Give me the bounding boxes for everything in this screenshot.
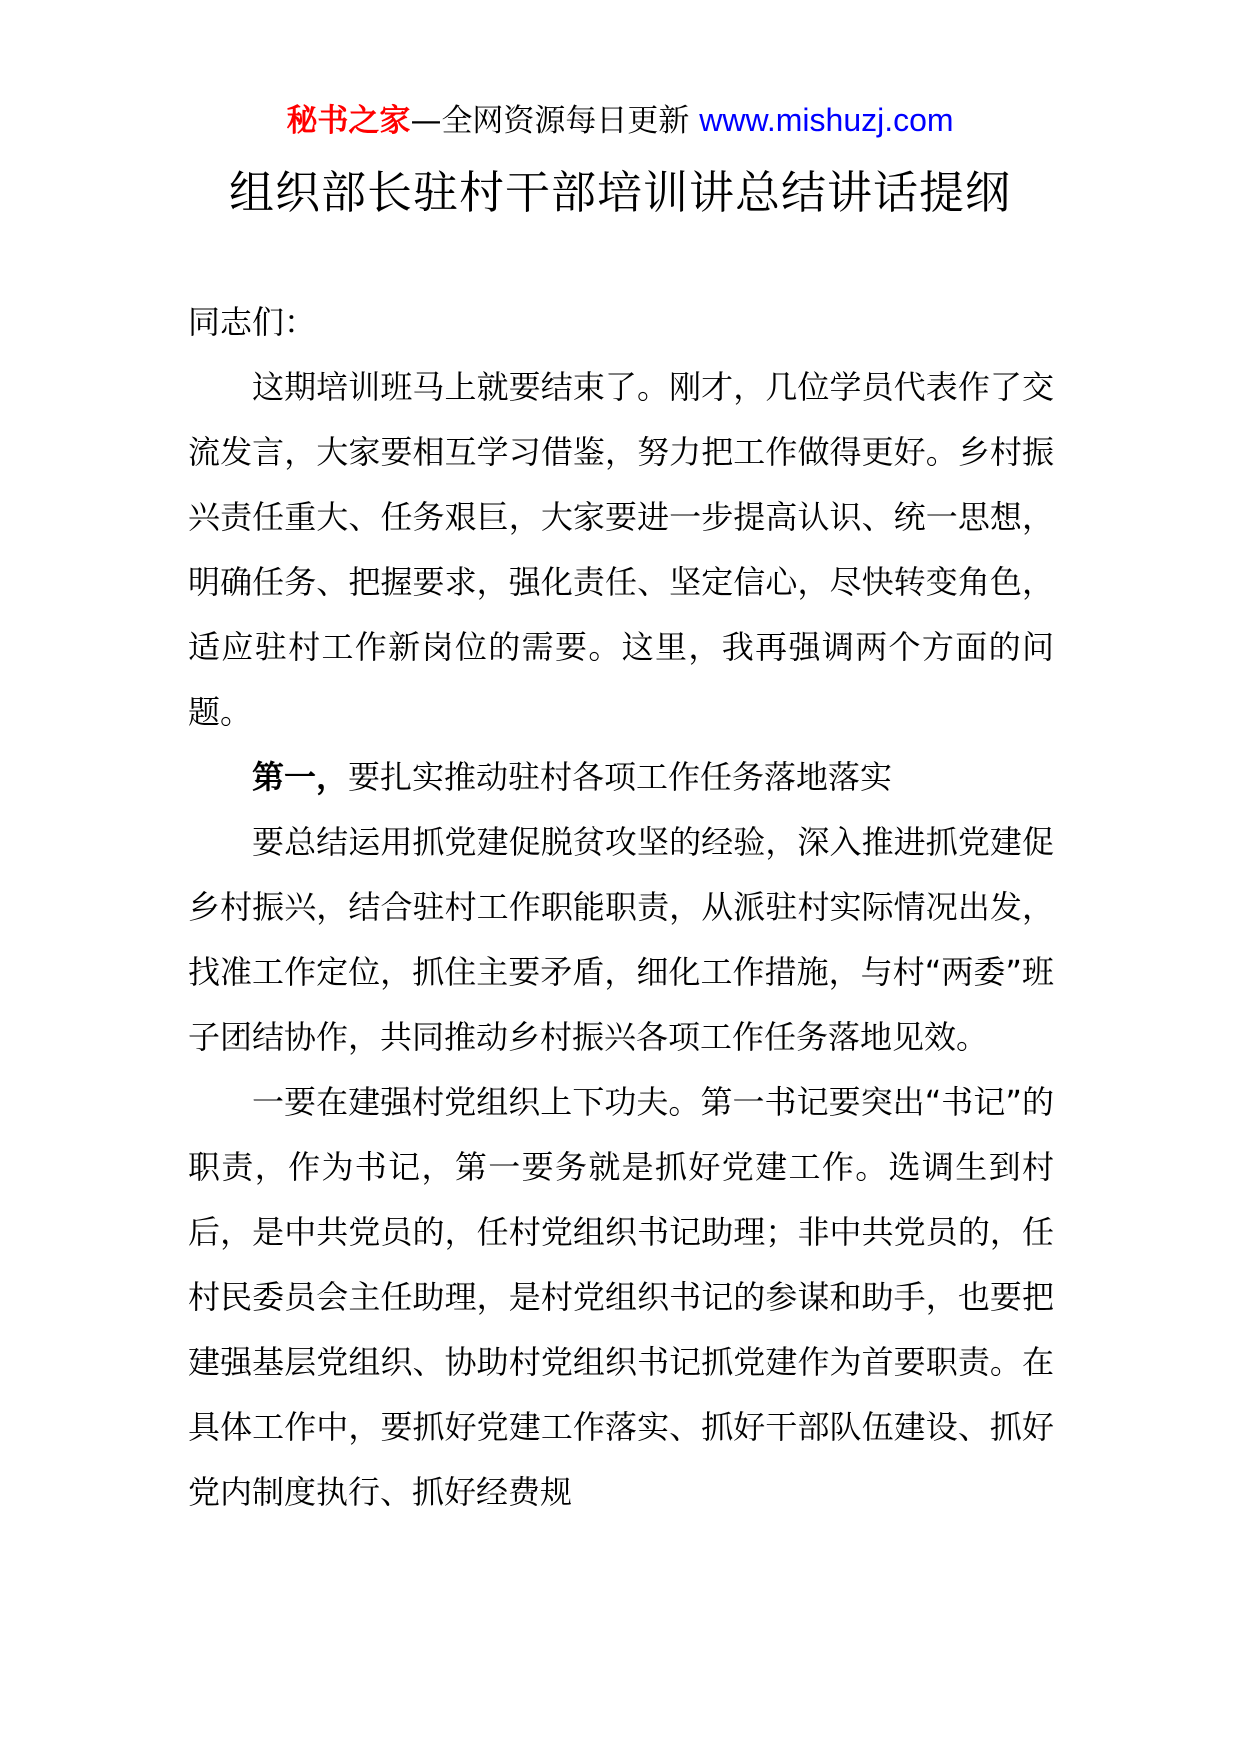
section-heading-text: 要扎实推动驻村各项工作任务落地落实 xyxy=(348,758,893,796)
body-paragraph: 这期培训班马上就要结束了。刚才，几位学员代表作了交流发言，大家要相互学习借鉴，努力把工作做得更好。乡村振兴责任重大、任务艰巨，大家要进一步提高认识、统一思想，明确任务、把握要求，强化责任、坚定信心，尽快转变角色，适应驻村工作新岗位的需要。这里，我再强调两个方面的问题。 xyxy=(188,368,1054,731)
header-slogan: —全网资源每日更新 xyxy=(410,103,690,139)
section-heading xyxy=(188,745,1054,810)
body-paragraph: 一要在建强村党组织上下功夫。第一书记要突出“书记”的职责，作为书记，第一要务就是抓好党建工作。选调生到村后，是中共党员的，任村党组织书记助理；非中共党员的，任村民委员会主任助理，是村党组织书记的参谋和助手，也要把建强基层党组织、协助村党组织书记抓党建作为首要职责。在具体工作中，要抓好党建工作落实、抓好干部队伍建设、抓好党内制度执行、抓好经费规 xyxy=(188,1083,1054,1511)
site-header xyxy=(0,98,1240,143)
section-heading-lead: 第一， xyxy=(252,758,349,796)
document-title: 组织部长驻村干部培训讲总结讲话提纲 xyxy=(228,166,1011,219)
site-url-link[interactable]: www.mishuzj.com xyxy=(699,102,954,138)
body-paragraph: 要总结运用抓党建促脱贫攻坚的经验，深入推进抓党建促乡村振兴，结合驻村工作职能职责，从派驻村实际情况出发，找准工作定位，抓住主要矛盾，细化工作措施，与村“两委”班子团结协作，共同推动乡村振兴各项工作任务落地见效。 xyxy=(188,823,1054,1056)
salutation: 同志们： xyxy=(188,303,317,341)
brand-name: 秘书之家 xyxy=(286,103,411,139)
document-body xyxy=(188,290,1054,1525)
